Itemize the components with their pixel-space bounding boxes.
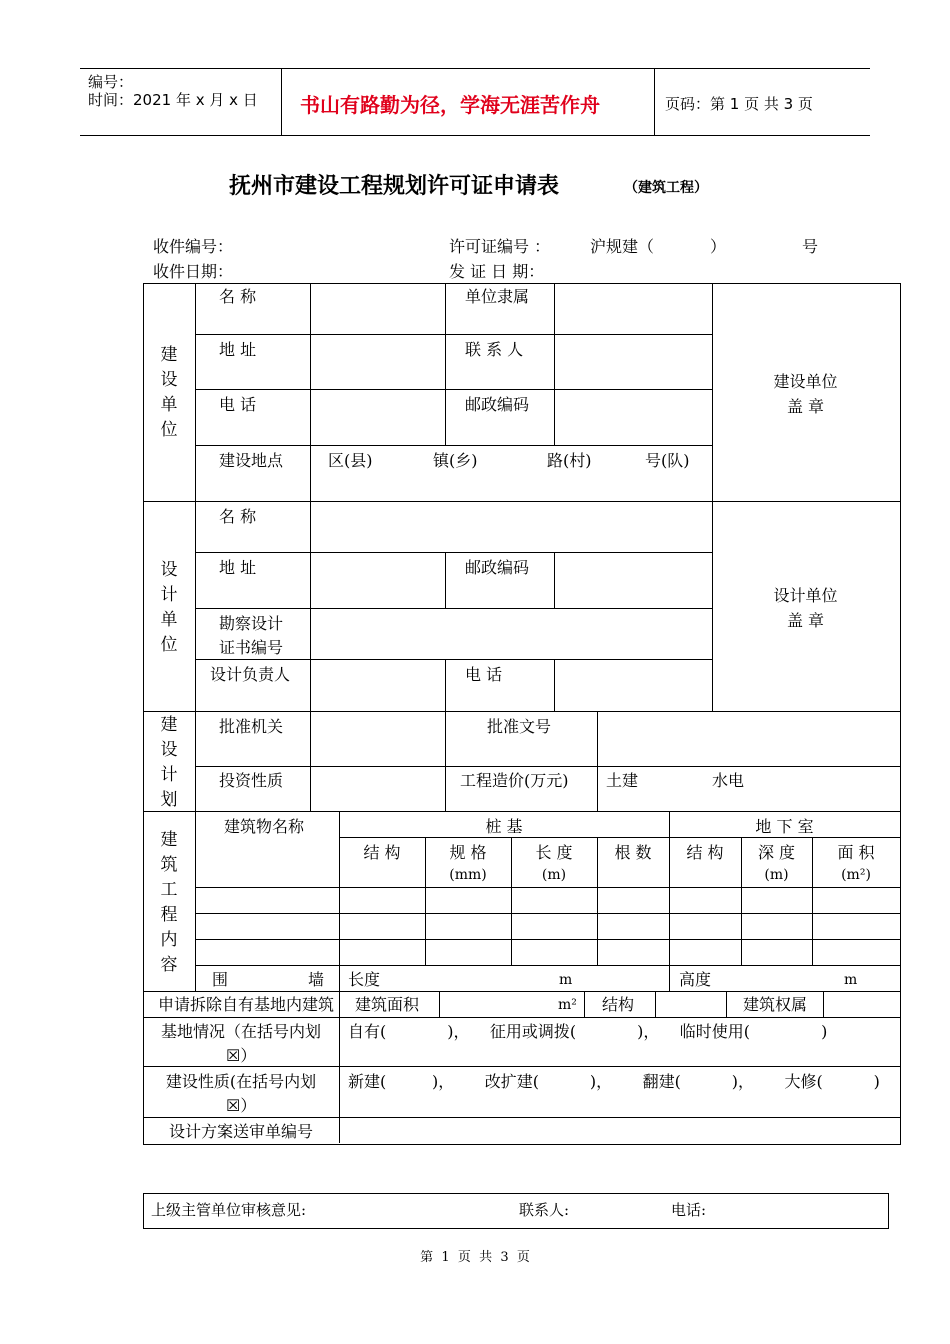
construction-affiliation-label: 单位隶属 <box>465 287 530 306</box>
plan-cost-label: 工程造价(万元) <box>460 771 569 790</box>
basement-structure-header: 结 构 <box>686 843 724 862</box>
design-phone-label: 电 话 <box>465 665 503 684</box>
design-review-label: 设计方案送审单编号 <box>168 1122 313 1141</box>
demolition-ownership-label: 建筑权属 <box>743 995 808 1014</box>
nature-label-line1: 建设性质(在括号内划 <box>165 1072 317 1091</box>
number-label: 编号： <box>88 73 134 91</box>
pile-count-header: 根 数 <box>614 843 652 862</box>
construction-stamp-line1: 建设单位 <box>773 372 838 391</box>
demolition-structure-label: 结构 <box>602 995 635 1014</box>
design-unit-heading: 设 计 单 位 <box>160 560 178 655</box>
construction-site-label: 建设地点 <box>219 451 284 470</box>
basement-depth-header: 深 度 (m) <box>757 843 796 883</box>
site-status-options: 自有( )， 征用或调拨( )， 临时使用( ) <box>348 1022 828 1041</box>
site-town: 镇(乡) <box>433 451 478 470</box>
design-lead-label: 设计负责人 <box>210 665 291 684</box>
wall-label-left: 围 <box>212 970 229 989</box>
basement-label: 地 下 室 <box>755 817 814 836</box>
wall-height-label: 高度 <box>679 970 712 989</box>
page-title: 抚州市建设工程规划许可证申请表 <box>229 173 560 199</box>
building-name-label: 建筑物名称 <box>224 817 305 836</box>
basement-area-header: 面 积 (m²) <box>837 843 875 883</box>
construction-name-label: 名 称 <box>219 287 257 306</box>
construction-address-label: 地 址 <box>219 340 257 359</box>
plan-utility-label: 水电 <box>712 771 745 790</box>
demolition-label: 申请拆除自有基地内建筑 <box>158 995 335 1014</box>
approval-opinion-label: 上级主管单位审核意见: <box>151 1201 307 1219</box>
site-number: 号(队) <box>645 451 690 470</box>
time-label: 时间：2021 年 x 月 x 日 <box>88 91 258 109</box>
site-status-label-line2: ☒） <box>226 1046 257 1065</box>
wall-length-label: 长度 <box>348 970 381 989</box>
design-stamp-line1: 设计单位 <box>773 586 838 605</box>
header-slogan: 书山有路勤为径，学海无涯苦作舟 <box>300 93 600 117</box>
demolition-area-unit: m² <box>558 997 577 1013</box>
building-content-heading: 建 筑 工 程 内 容 <box>160 830 178 975</box>
design-name-label: 名 称 <box>219 507 257 526</box>
design-survey-line1: 勘察设计 <box>219 614 284 633</box>
design-stamp-line2: 盖 章 <box>786 611 825 630</box>
demolition-area-label: 建筑面积 <box>355 995 420 1014</box>
construction-postcode-label: 邮政编码 <box>465 395 530 414</box>
header-bottom-rule <box>80 135 870 136</box>
header-page-info: 页码：第 1 页 共 3 页 <box>665 95 813 113</box>
design-postcode-label: 邮政编码 <box>465 558 530 577</box>
pile-spec-header: 规 格 (mm) <box>449 843 487 883</box>
construction-plan-heading: 建 设 计 划 <box>160 715 178 810</box>
pile-structure-header: 结 构 <box>363 843 401 862</box>
permit-prefix: 沪规建（ <box>590 237 655 256</box>
plan-investment-label: 投资性质 <box>219 771 284 790</box>
construction-contact-label: 联 系 人 <box>465 340 524 359</box>
pile-length-header: 长 度 (m) <box>535 843 573 883</box>
nature-options: 新建( )， 改扩建( )， 翻建( )， 大修( ) <box>348 1072 880 1091</box>
plan-civil-label: 土建 <box>606 771 639 790</box>
construction-unit-heading: 建 设 单 位 <box>160 345 178 440</box>
wall-length-unit: m <box>559 972 573 988</box>
permit-paren-close: ） <box>710 237 727 256</box>
permit-suffix: 号 <box>802 237 819 256</box>
design-address-label: 地 址 <box>219 558 257 577</box>
issue-date-label: 发 证 日 期： <box>449 262 545 281</box>
site-road: 路(村) <box>547 451 592 470</box>
construction-stamp-line2: 盖 章 <box>786 397 825 416</box>
approval-phone-label: 电话: <box>671 1201 707 1219</box>
footer-page-number: 第 1 页 共 3 页 <box>420 1250 530 1265</box>
header-divider-2 <box>654 68 655 136</box>
construction-phone-label: 电 话 <box>219 395 257 414</box>
receipt-date-label: 收件日期： <box>153 262 234 281</box>
page-subtitle: （建筑工程） <box>624 180 708 196</box>
approval-contact-label: 联系人: <box>519 1201 570 1219</box>
wall-height-unit: m <box>844 972 858 988</box>
header-top-rule <box>80 68 870 69</box>
pile-label: 桩 基 <box>485 817 523 836</box>
design-survey-line2: 证书编号 <box>219 638 284 657</box>
plan-authority-label: 批准机关 <box>219 717 284 736</box>
permit-no-label: 许可证编号 ： <box>449 237 551 256</box>
wall-label-right: 墙 <box>308 970 325 989</box>
site-district: 区(县) <box>328 451 373 470</box>
plan-doc-no-label: 批准文号 <box>487 717 552 736</box>
receipt-no-label: 收件编号： <box>153 237 234 256</box>
site-status-label-line1: 基地情况（在括号内划 <box>160 1022 321 1041</box>
header-divider-1 <box>281 68 282 136</box>
nature-label-line2: ☒） <box>226 1096 257 1115</box>
